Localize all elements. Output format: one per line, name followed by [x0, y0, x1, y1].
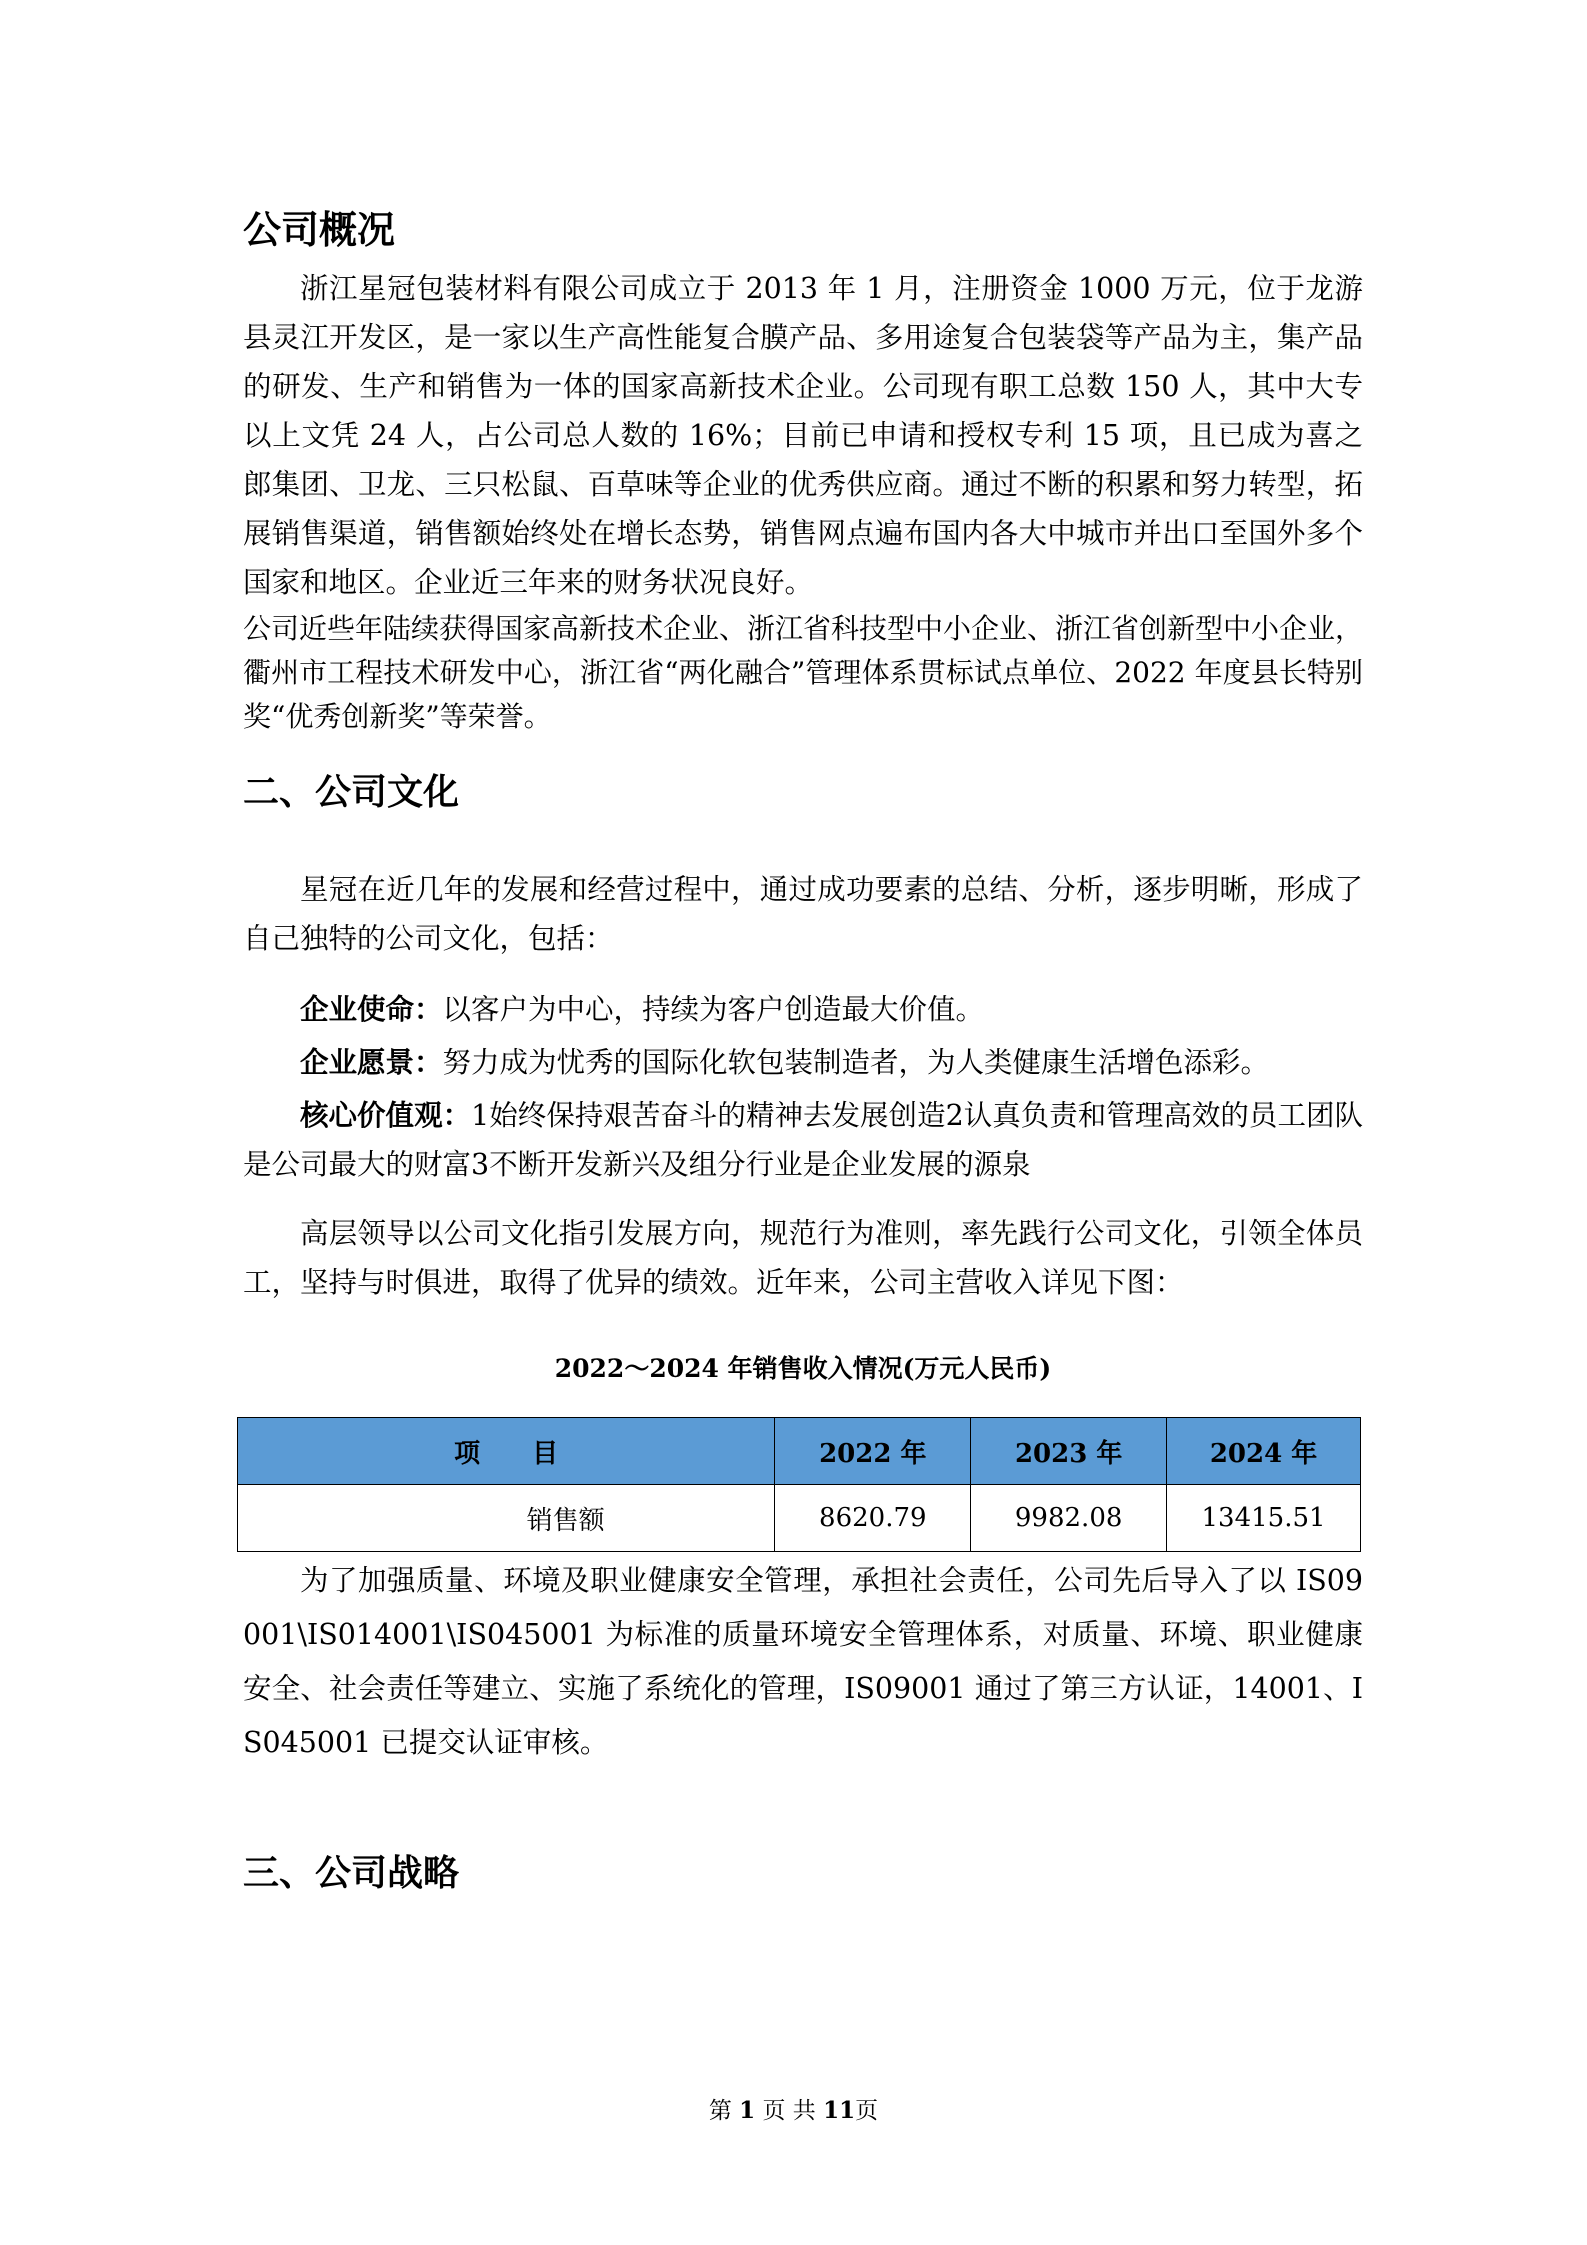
page-footer — [0, 2092, 1587, 2125]
overview-paragraph: 浙江星冠包装材料有限公司成立于 2013 年 1 月，注册资金 1000 万元，位于龙游县灵江开发区，是一家以生产高性能复合膜产品、多用途复合包装袋等产品为主，集产品的研发、生产和销售为一体的国家高新技术企业。公司现有职工总数 150 人，其中大专以上文凭 24 人，占公司总人数的 16%；目前已申请和授权专利 15 项，且已成为喜之郎集团、卫龙、三只松鼠、百草味等企业的优秀供应商。通过不断的积累和努力转型，拓展销售渠道，销售额始终处在增长态势，销售网点遍布国内各大中城市并出口至国外多个国家和地区。企业近三年来的财务状况良好。 — [243, 272, 1363, 599]
table-cell-2023: 9982.08 — [971, 1485, 1167, 1552]
mission-text: 以客户为中心，持续为客户创造最大价值。 — [442, 993, 985, 1026]
values-text: 1始终保持艰苦奋斗的精神去发展创造2认真负责和管理高效的员工团队是公司最大的财富3不断开发新兴及组分行业是企业发展的源泉 — [243, 1099, 1363, 1181]
footer-suffix: 页 — [855, 2098, 879, 2124]
vision-line — [243, 1038, 1363, 1087]
table-cell-2024: 13415.51 — [1167, 1485, 1361, 1552]
culture-intro-paragraph: 星冠在近几年的发展和经营过程中，通过成功要素的总结、分析，逐步明晰，形成了自己独特的公司文化，包括： — [243, 873, 1363, 955]
mission-label: 企业使命： — [300, 992, 443, 1026]
section-title-strategy: 三、公司战略 — [243, 1853, 460, 1894]
footer-page-number: 1 — [739, 2097, 756, 2124]
values-line — [243, 1091, 1363, 1189]
table-cell-2022: 8620.79 — [775, 1485, 971, 1552]
vision-label: 企业愿景： — [300, 1045, 443, 1079]
page-content — [243, 200, 1363, 1902]
section-title-culture: 二、公司文化 — [243, 772, 460, 813]
table-header-2023: 2023 年 — [971, 1418, 1167, 1485]
mission-line — [243, 985, 1363, 1034]
table-header-item: 项 目 — [238, 1418, 775, 1485]
quality-paragraph: 为了加强质量、环境及职业健康安全管理，承担社会责任，公司先后导入了以 IS09001\IS014001\IS045001 为标准的质量环境安全管理体系，对质量、环境、职业健康安全、社会责任等建立、实施了系统化的管理，IS09001 通过了第三方认证，14001、IS045001 已提交认证审核。 — [243, 1564, 1363, 1759]
table-header-2022: 2022 年 — [775, 1418, 971, 1485]
table-caption: 2022～2024 年销售收入情况(万元人民币) — [554, 1354, 1052, 1383]
values-label: 核心价值观： — [300, 1098, 472, 1132]
table-header-2024: 2024 年 — [1167, 1418, 1361, 1485]
footer-prefix: 第 — [708, 2098, 732, 2124]
honors-paragraph: 公司近些年陆续获得国家高新技术企业、浙江省科技型中小企业、浙江省创新型中小企业，衢州市工程技术研发中心，浙江省“两化融合”管理体系贯标试点单位、2022 年度县长特别奖“优秀创新奖”等荣誉。 — [243, 612, 1364, 733]
footer-middle: 页 共 — [762, 2098, 816, 2124]
sales-table — [237, 1417, 1361, 1552]
table-header-row — [238, 1418, 1361, 1485]
table-row-label: 销售额 — [238, 1485, 775, 1552]
leadership-paragraph: 高层领导以公司文化指引发展方向，规范行为准则，率先践行公司文化，引领全体员工，坚持与时俱进，取得了优异的绩效。近年来，公司主营收入详见下图： — [243, 1217, 1363, 1299]
table-row — [238, 1485, 1361, 1552]
footer-total-pages: 11 — [823, 2097, 856, 2124]
vision-text: 努力成为忧秀的国际化软包装制造者，为人类健康生活增色添彩。 — [442, 1046, 1270, 1079]
section-title-overview: 公司概况 — [243, 208, 396, 252]
